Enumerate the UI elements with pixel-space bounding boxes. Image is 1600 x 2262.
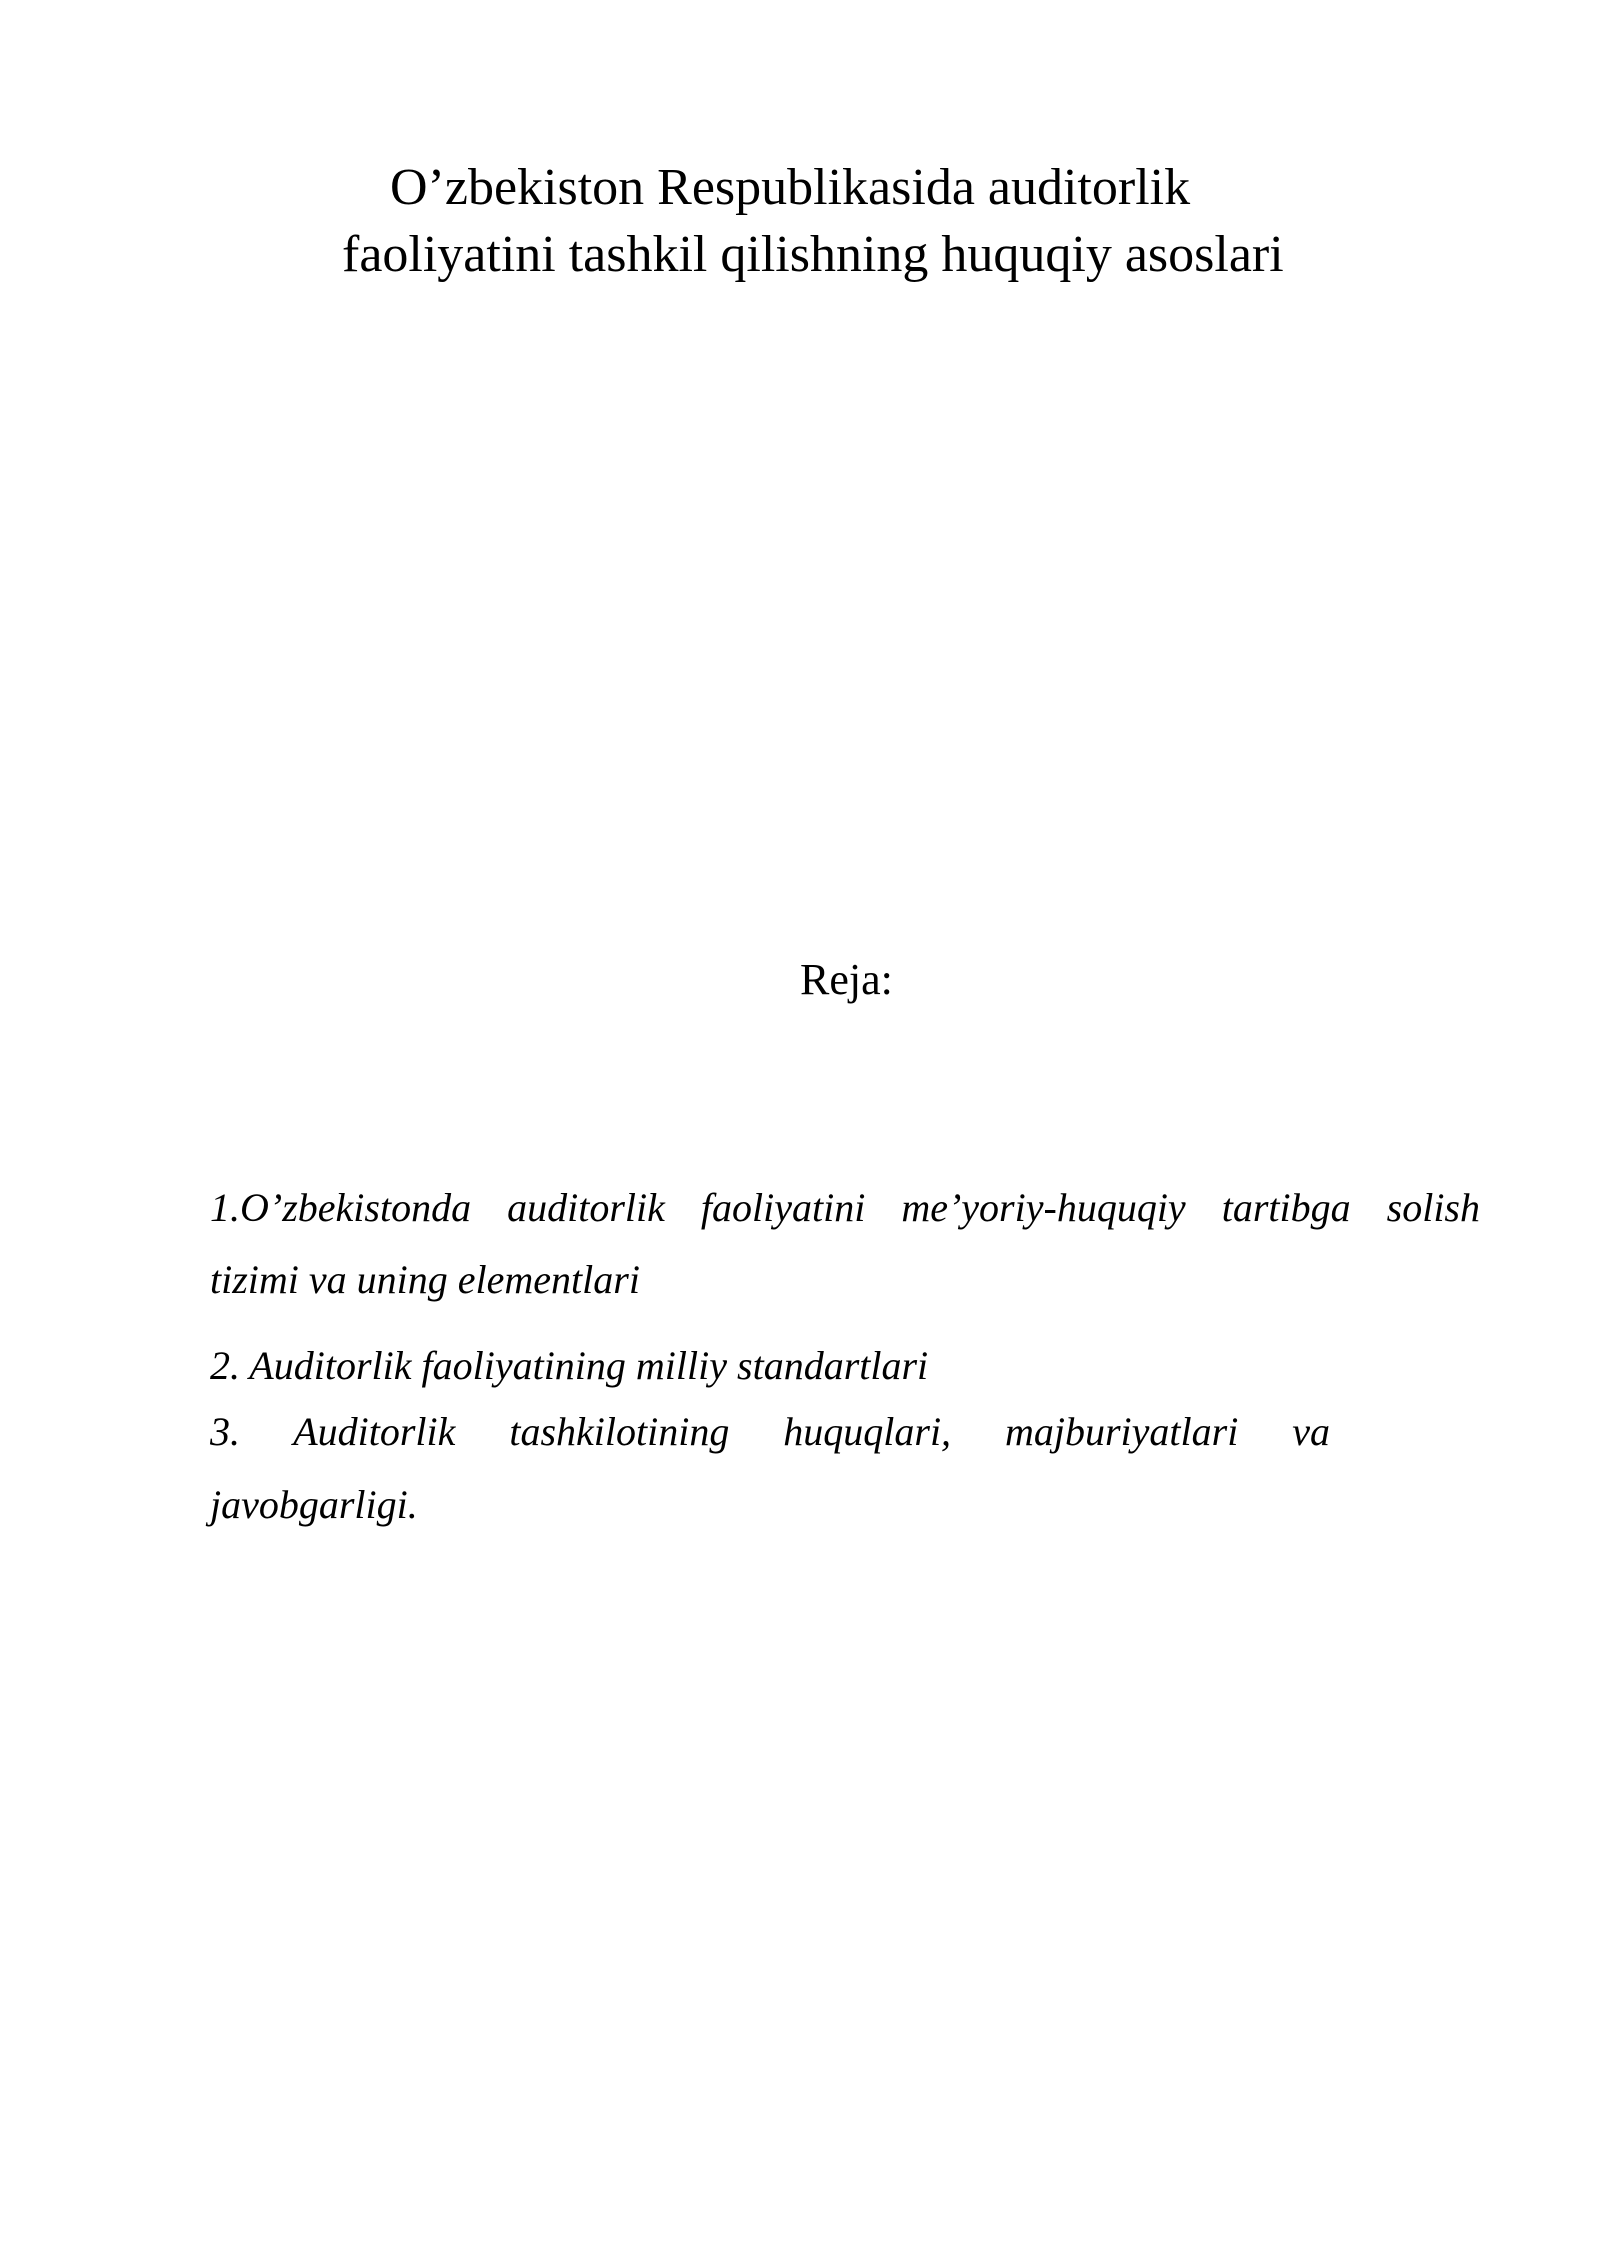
- plan-item-3-line-2: javobgarligi.: [210, 1482, 418, 1527]
- document-title-line-2: faoliyatini tashkil qilishning huquqiy asoslari: [342, 226, 1284, 283]
- plan-item-1-line-2: tizimi va uning elementlari: [210, 1257, 640, 1302]
- plan-item-3-line-1: 3. Auditorlik tashkilotining huquqlari, majburiyatlari va: [210, 1409, 1330, 1454]
- plan-heading: Reja:: [800, 955, 893, 1004]
- plan-item-1-line-1: 1.O’zbekistonda auditorlik faoliyatini me’yoriy-huquqiy tartibga solish: [210, 1185, 1480, 1230]
- document-title-line-1: O’zbekiston Respublikasida auditorlik: [390, 159, 1191, 216]
- plan-item-2: 2. Auditorlik faoliyatining milliy standartlari: [210, 1343, 929, 1388]
